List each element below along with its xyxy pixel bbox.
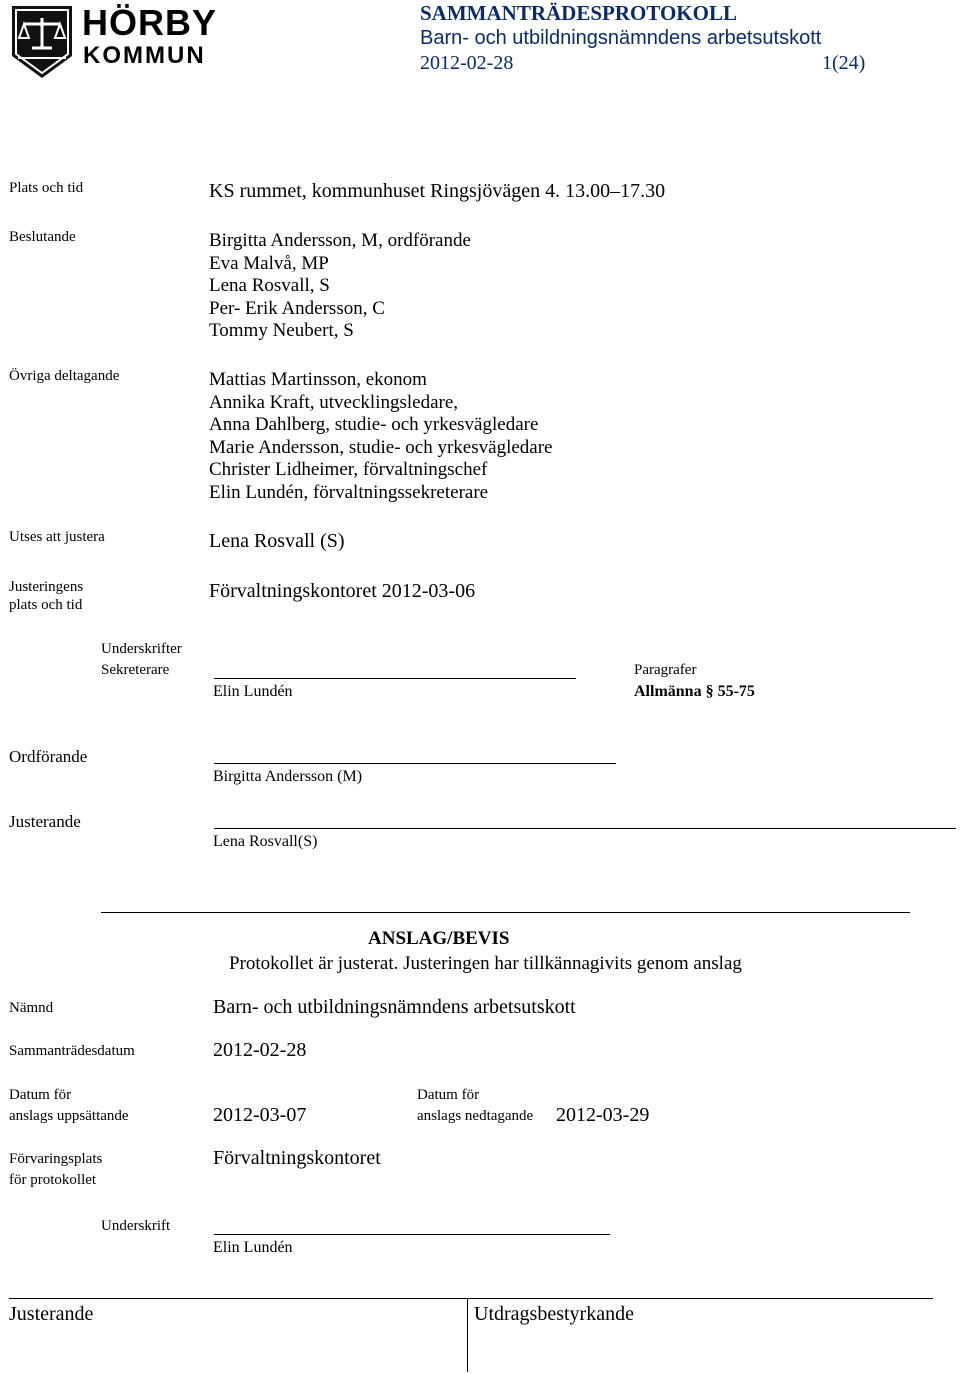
storage-value: Förvaltningskontoret [213, 1147, 381, 1169]
notice-signature-label: Underskrift [101, 1218, 171, 1234]
notice-signature-line [214, 1234, 610, 1235]
removed-value: 2012-03-29 [556, 1104, 650, 1126]
adjuster-value: Lena Rosvall (S) [209, 530, 345, 552]
signatures-heading: Underskrifter [101, 641, 182, 657]
deciding-member: Per- Erik Andersson, C [209, 297, 385, 319]
other-participant: Marie Andersson, studie- och yrkesvägledare [209, 436, 553, 458]
signature-adjuster-label: Justerande [9, 812, 81, 831]
other-participant: Annika Kraft, utvecklingsledare, [209, 391, 459, 413]
removed-label-2: anslags nedtagande [417, 1108, 534, 1124]
adjust-place-label: Justeringens [9, 579, 84, 595]
deciding-member: Eva Malvå, MP [209, 252, 329, 274]
removed-label: Datum för [417, 1087, 480, 1103]
notice-separator [101, 912, 910, 913]
logo-subtitle: KOMMUN [83, 42, 206, 69]
secretary-name: Elin Lundén [213, 683, 293, 700]
footer-divider [467, 1298, 468, 1372]
deciding-member: Tommy Neubert, S [209, 320, 354, 342]
footer-top-rule [9, 1298, 933, 1299]
meeting-date-value: 2012-02-28 [213, 1039, 307, 1061]
secretary-signature-line [214, 678, 576, 679]
header-date: 2012-02-28 [420, 52, 514, 74]
other-participant: Christer Lidheimer, förvaltningschef [209, 459, 488, 481]
adjuster-label: Utses att justera [9, 529, 105, 545]
secretary-label: Sekreterare [101, 662, 170, 678]
storage-label: Förvaringsplats [9, 1151, 103, 1167]
deciding-member: Birgitta Andersson, M, ordförande [209, 230, 471, 251]
other-participant: Anna Dahlberg, studie- och yrkesvägledare [209, 414, 539, 436]
other-participant: Mattias Martinsson, ekonom [209, 369, 427, 390]
page-number: 1(24) [822, 52, 866, 74]
chair-label: Ordförande [9, 747, 88, 766]
place-value: KS rummet, kommunhuset Ringsjövägen 4. 13.00–17.30 [209, 180, 666, 202]
deciding-list [209, 231, 471, 344]
paragraphs-label: Paragrafer [634, 662, 697, 678]
notice-signature-name: Elin Lundén [213, 1239, 293, 1256]
chair-signature-line [214, 763, 616, 764]
posted-label: Datum för [9, 1087, 72, 1103]
storage-label-2: för protokollet [9, 1172, 97, 1188]
paragraphs-value: Allmänna § 55-75 [634, 683, 755, 700]
document-title: SAMMANTRÄDESPROTOKOLL [420, 1, 737, 25]
other-participant: Elin Lundén, förvaltningssekreterare [209, 481, 489, 503]
deciding-member: Lena Rosvall, S [209, 275, 330, 297]
posted-label-2: anslags uppsättande [9, 1108, 129, 1124]
chair-name: Birgitta Andersson (M) [213, 768, 363, 785]
notice-subtitle: Protokollet är justerat. Justeringen har tillkännagivits genom anslag [229, 953, 742, 974]
coat-of-arms-icon [10, 4, 74, 80]
others-label: Övriga deltagande [9, 368, 120, 384]
notice-title: ANSLAG/BEVIS [368, 928, 510, 949]
signature-adjuster-name: Lena Rosvall(S) [213, 833, 318, 850]
committee-name: Barn- och utbildningsnämndens arbetsutskott [420, 27, 822, 49]
board-label: Nämnd [9, 1000, 54, 1016]
board-value: Barn- och utbildningsnämndens arbetsutskott [213, 996, 576, 1018]
meeting-date-label: Sammanträdesdatum [9, 1043, 135, 1059]
adjust-time-label: plats och tid [9, 597, 83, 613]
footer-adjuster: Justerande [9, 1303, 94, 1325]
footer-certification: Utdragsbestyrkande [474, 1303, 634, 1325]
logo-name: HÖRBY [82, 2, 218, 43]
posted-value: 2012-03-07 [213, 1104, 307, 1126]
adjuster-signature-line [214, 828, 956, 829]
adjust-place-value: Förvaltningskontoret 2012-03-06 [209, 580, 476, 602]
others-list [209, 370, 552, 506]
place-label: Plats och tid [9, 180, 84, 196]
deciding-label: Beslutande [9, 229, 76, 245]
